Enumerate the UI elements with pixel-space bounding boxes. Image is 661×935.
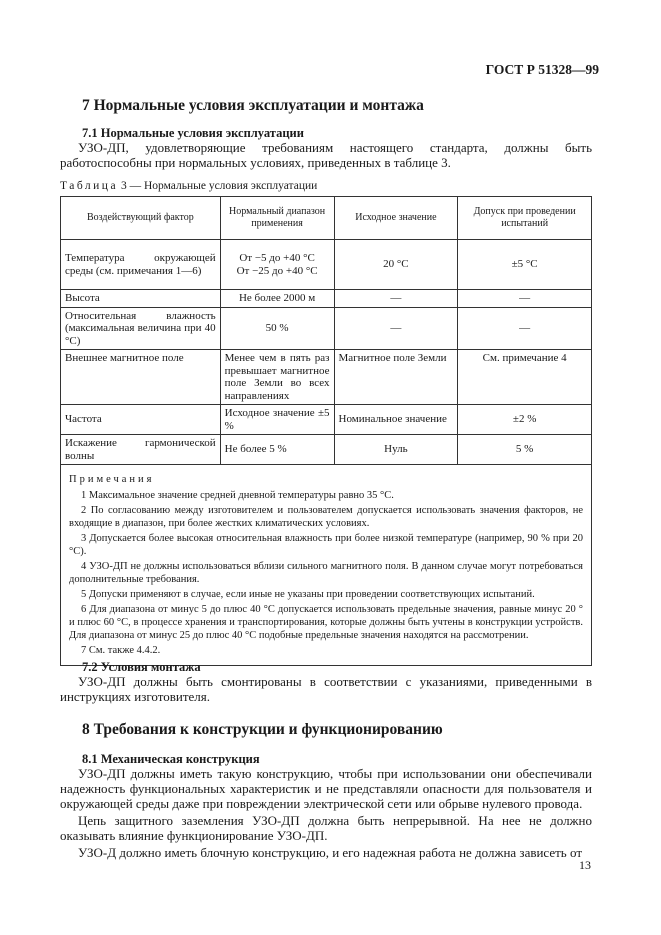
note-item: 2 По согласованию между изготовителем и пользователем допускается использовать значения факторов, не входящие в диапазон, при более жестких климатических условиях. [69, 505, 583, 529]
table-row [61, 350, 592, 405]
table-cell: — [334, 307, 458, 350]
table-notes-row [61, 465, 592, 666]
table-cell: — [458, 307, 592, 350]
table-cell: Магнитное поле Земли [334, 350, 458, 405]
header-cell: Нормальный диапазон применения [220, 197, 334, 240]
table-row [61, 290, 592, 308]
subsection-7-1-text: УЗО-ДП, удовлетворяющие требованиям настоящего стандарта, должны быть работоспособны при нормальных условиях, приведенных в таблице 3. [60, 140, 592, 170]
subsection-7-2-text: УЗО-ДП должны быть смонтированы в соответствии с указаниями, приведенными в инструкциях изготовителя. [60, 674, 592, 704]
table-header-row [61, 197, 592, 240]
table-cell: Искажение гармонической волны [61, 435, 221, 465]
table-cell: Относительная влажность (максимальная величина при 40 °С) [61, 307, 221, 350]
note-item: 1 Максимальное значение средней дневной температуры равно 35 °С. [81, 490, 394, 501]
note-item: 5 Допуски применяют в случае, если иные не указаны при проведении соответствующих испытаний. [81, 589, 535, 600]
table-cell: ±2 % [458, 405, 592, 435]
table-row [61, 240, 592, 290]
table-caption-rest: 3 — Нормальные условия эксплуатации [118, 180, 318, 192]
paragraph: УЗО-Д должно иметь блочную конструкцию, и его надежная работа не должна зависеть от [78, 845, 582, 860]
header-cell: Воздействующий фактор [61, 197, 221, 240]
note-item: 4 УЗО-ДП не должны использоваться вблизи сильного магнитного поля. В данном случае могут потребоваться дополнительные требования. [69, 561, 583, 585]
header-cell: Исходное значение [334, 197, 458, 240]
table-row [61, 435, 592, 465]
paragraph: УЗО-ДП должны иметь такую конструкцию, чтобы при использовании они обеспечивали надежность функциональных характеристик и не представляли опасности для пользователя и окружающей среды даже при повреждении электрической сети или обрыве нулевого провода. [60, 766, 592, 811]
table-cell: Исходное значение ±5 % [220, 405, 334, 435]
section-8-title: 8 Требования к конструкции и функционированию [82, 721, 443, 738]
table-row [61, 405, 592, 435]
table-cell: Высота [61, 290, 221, 308]
table-cell: Не более 5 % [220, 435, 334, 465]
table-cell: От −5 до +40 °С От −25 до +40 °С [220, 240, 334, 290]
subsection-8-1-title: 8.1 Механическая конструкция [82, 752, 260, 766]
table-cell: Менее чем в пять раз превышает магнитное поле Земли во всех направлениях [220, 350, 334, 405]
table-cell: — [458, 290, 592, 308]
note-item: 3 Допускается более высокая относительная влажность при более низкой температуре (например, 90 % при 20 °С). [69, 533, 583, 557]
table-cell: 20 °С [334, 240, 458, 290]
section-7-title: 7 Нормальные условия эксплуатации и монтажа [82, 97, 424, 114]
subsection-7-1-title: 7.1 Нормальные условия эксплуатации [82, 126, 304, 140]
table-cell: 5 % [458, 435, 592, 465]
table-3 [60, 196, 592, 666]
header-cell: Допуск при проведении испытаний [458, 197, 592, 240]
table-caption-prefix: Таблица [60, 180, 119, 192]
table-cell: См. примечание 4 [458, 350, 592, 405]
document-code: ГОСТ Р 51328—99 [485, 62, 599, 77]
table-cell: Не более 2000 м [220, 290, 334, 308]
notes-title: Примечания [69, 474, 155, 485]
table-cell: Температура окружающей среды (см. примечания 1—6) [61, 240, 221, 290]
table-cell: Номинальное значение [334, 405, 458, 435]
note-item: 7 См. также 4.4.2. [81, 645, 161, 656]
subsection-7-2-title: 7.2 Условия монтажа [82, 660, 201, 674]
page-number: 13 [579, 858, 591, 872]
table-cell: Частота [61, 405, 221, 435]
table-notes [69, 473, 583, 657]
conditions-table [60, 196, 592, 666]
subsection-8-1-body [60, 766, 592, 860]
note-item: 6 Для диапазона от минус 5 до плюс 40 °С допускается использовать предельные значения, равные минус 20 ° и плюс 60 °С, в процессе хранения и транспортирования, которые должны быть учтены в конструкции устройств. Для диапазона от минус 25 до плюс 40 °С подобные предельные значения находятся на рассмотрении. [69, 604, 583, 641]
table-row [61, 307, 592, 350]
table-cell: 50 % [220, 307, 334, 350]
table-cell: Нуль [334, 435, 458, 465]
paragraph: Цепь защитного заземления УЗО-ДП должна быть непрерывной. На нее не должно оказывать влияние функционирование УЗО-ДП. [60, 813, 592, 843]
table-cell: ±5 °С [458, 240, 592, 290]
table-cell: — [334, 290, 458, 308]
table-cell: Внешнее магнитное поле [61, 350, 221, 405]
table-caption [60, 180, 317, 192]
